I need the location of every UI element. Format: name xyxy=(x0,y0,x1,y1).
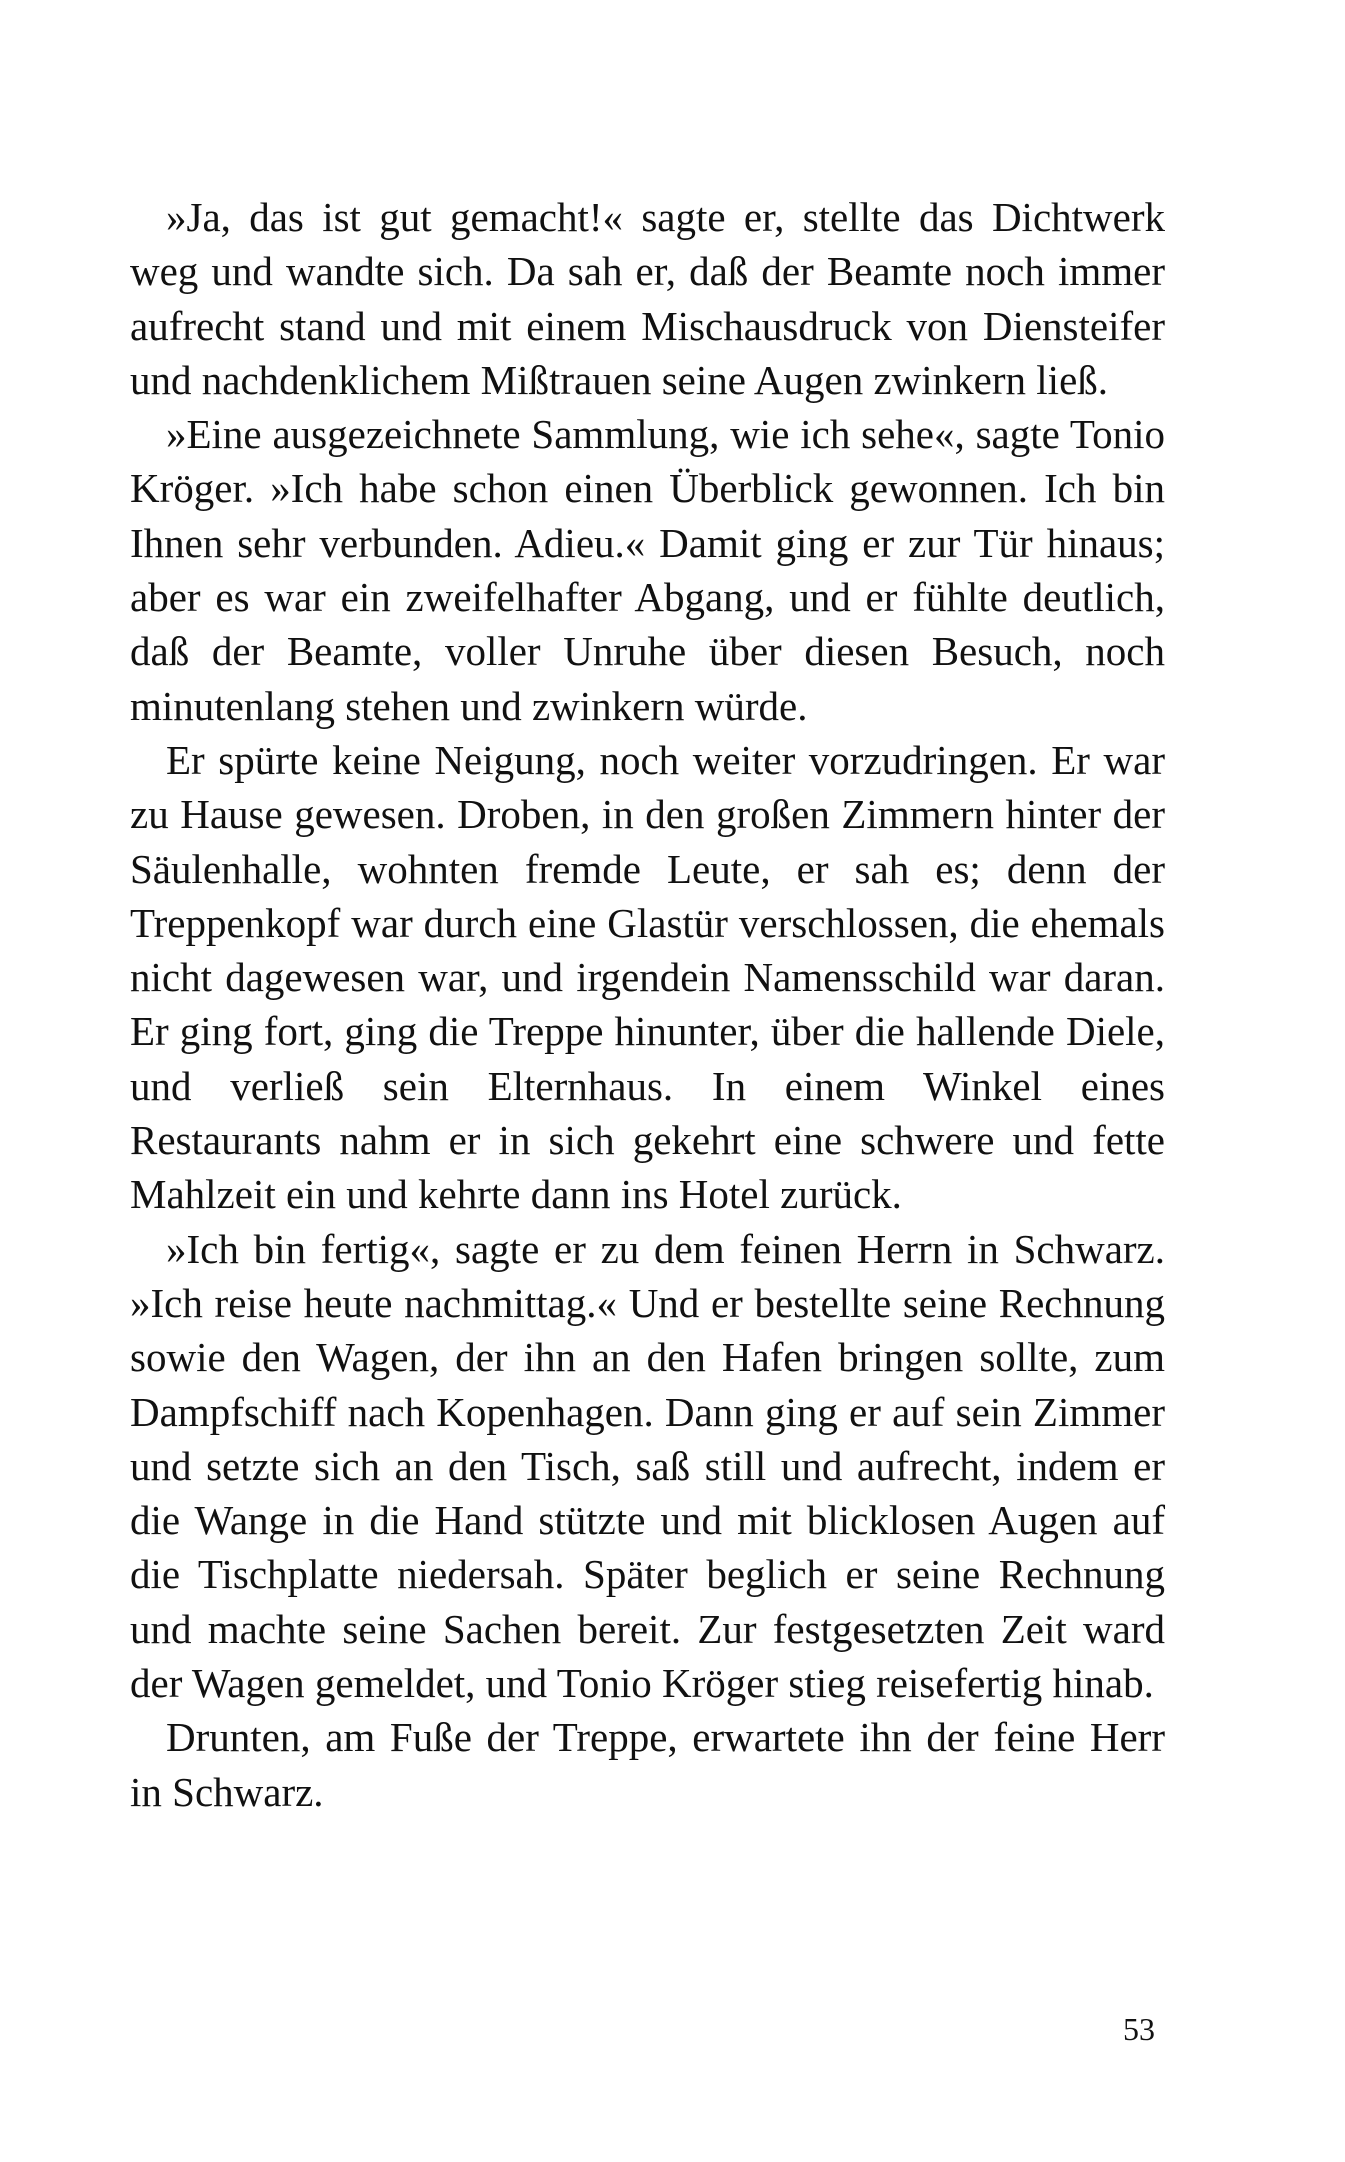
paragraph-4: »Ich bin fertig«, sagte er zu dem feinen Herrn in Schwarz. »Ich reise heute nachmittag.« Und er bestellte seine Rechnung sowie den Wagen, der ihn an den Hafen bringen sollte, zum Dampfschiff nach Kopenhagen. Dann ging er auf sein Zimmer und setzte sich an den Tisch, saß still und aufrecht, indem er die Wange in die Hand stützte und mit blicklosen Augen auf die Tischplatte niedersah. Später beglich er seine Rechnung und machte seine Sachen bereit. Zur festgesetzten Zeit ward der Wagen gemeldet, und Tonio Kröger stieg reisefertig hinab. xyxy=(130,1225,1165,1707)
paragraph-1: »Ja, das ist gut gemacht!« sagte er, stellte das Dichtwerk weg und wandte sich. Da sah er, daß der Beamte noch immer aufrecht stand und mit einem Mischausdruck von Diensteifer und nachdenklichem Mißtrauen seine Augen zwinkern ließ. xyxy=(130,194,1165,403)
paragraph-2: »Eine ausgezeichnete Sammlung, wie ich sehe«, sagte Tonio Kröger. »Ich habe schon einen Überblick gewonnen. Ich bin Ihnen sehr verbunden. Adieu.« Damit ging er zur Tür hinaus; aber es war ein zweifelhafter Abgang, und er fühlte deutlich, daß der Beamte, voller Unruhe über diesen Besuch, noch minutenlang stehen und zwinkern würde. xyxy=(130,411,1165,729)
page-number: 53 xyxy=(1123,2011,1155,2047)
paragraph-3: Er spürte keine Neigung, noch weiter vorzudringen. Er war zu Hause gewesen. Droben, in den großen Zimmern hinter der Säulenhalle, wohnten fremde Leute, er sah es; denn der Treppenkopf war durch eine Glastür verschlossen, die ehemals nicht dagewesen war, und irgendein Namensschild war daran. Er ging fort, ging die Treppe hinunter, über die hallende Diele, und verließ sein Elternhaus. In einem Winkel eines Restaurants nahm er in sich gekehrt eine schwere und fette Mahlzeit ein und kehrte dann ins Hotel zurück. xyxy=(130,736,1165,1218)
body-text xyxy=(130,190,1165,1819)
paragraph-5: Drunten, am Fuße der Treppe, erwartete ihn der feine Herr in Schwarz. xyxy=(130,1714,1165,1815)
